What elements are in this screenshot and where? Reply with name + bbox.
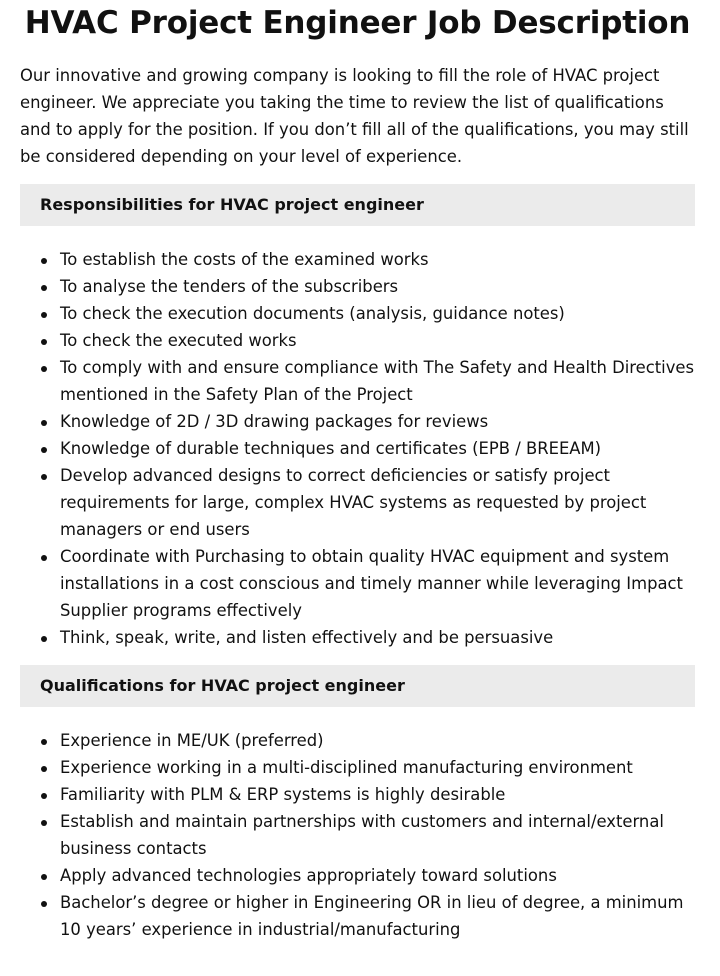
qualifications-list [20,727,695,943]
list-item: Experience in ME/UK (preferred) [20,727,695,754]
list-item: To comply with and ensure compliance with The Safety and Health Directives mentioned in the Safety Plan of the Project [20,354,695,408]
intro-paragraph: Our innovative and growing company is looking to fill the role of HVAC project engineer. We appreciate you taking the time to review the list of qualifications and to apply for the position. If you don’t fill all of the qualifications, you may still be considered depending on your level of experience. [20,66,689,166]
list-item: Familiarity with PLM & ERP systems is highly desirable [20,781,695,808]
qualifications-heading: Qualifications for HVAC project engineer [20,665,695,707]
list-item: To check the execution documents (analysis, guidance notes) [20,300,695,327]
list-item: Experience working in a multi-disciplined manufacturing environment [20,754,695,781]
list-item: Knowledge of durable techniques and certificates (EPB / BREEAM) [20,435,695,462]
list-item: To check the executed works [20,327,695,354]
list-item: Coordinate with Purchasing to obtain quality HVAC equipment and system installations in a cost conscious and timely manner while leveraging Impact Supplier programs effectively [20,543,695,624]
responsibilities-list [20,246,695,651]
list-item: To establish the costs of the examined works [20,246,695,273]
list-item: Apply advanced technologies appropriately toward solutions [20,862,695,889]
list-item: Knowledge of 2D / 3D drawing packages for reviews [20,408,695,435]
list-item: Establish and maintain partnerships with customers and internal/external business contacts [20,808,695,862]
list-item: Bachelor’s degree or higher in Engineering OR in lieu of degree, a minimum 10 years’ experience in industrial/manufacturing [20,889,695,943]
list-item: To analyse the tenders of the subscribers [20,273,695,300]
responsibilities-heading: Responsibilities for HVAC project engineer [20,184,695,226]
list-item: Develop advanced designs to correct deficiencies or satisfy project requirements for large, complex HVAC systems as requested by project managers or end users [20,462,695,543]
list-item: Think, speak, write, and listen effectively and be persuasive [20,624,695,651]
page-title: HVAC Project Engineer Job Description [24,5,691,41]
